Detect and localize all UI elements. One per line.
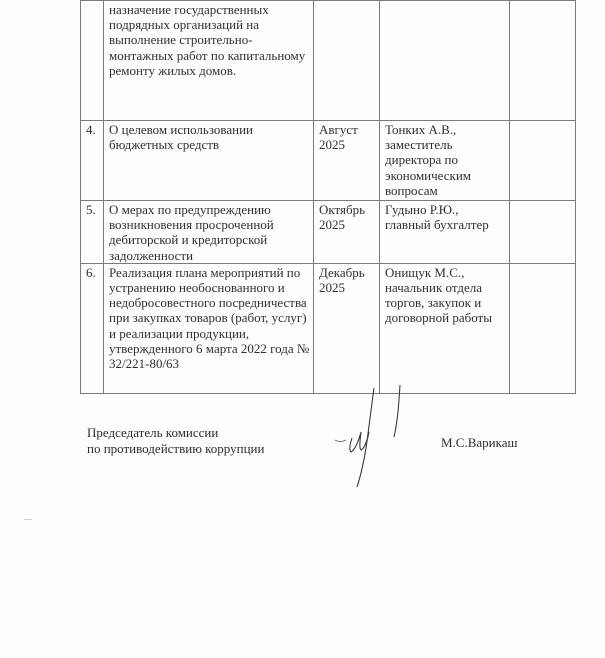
- row-term: Декабрь 2025: [314, 263, 380, 393]
- table-row: [81, 121, 576, 201]
- table-row: [81, 263, 576, 393]
- table-row: [81, 1, 576, 121]
- row-title: назначение государственных подрядных организаций на выполнение строительно-монтажных работ по капитальному ремонту жилых домов.: [104, 1, 314, 121]
- row-title: Реализация плана мероприятий по устранению необоснованного и недобросовестного посредничества при закупках товаров (работ, услуг) и реализации продукции, утвержденного 6 марта 2022 года № 32/221-80/63: [104, 263, 314, 393]
- row-responsible: [380, 1, 510, 121]
- row-extra: [510, 121, 576, 201]
- table-row: [81, 201, 576, 264]
- row-term: Октябрь 2025: [314, 201, 380, 264]
- row-term: [314, 1, 380, 121]
- row-number: 5.: [81, 201, 104, 264]
- row-title: О мерах по предупреждению возникновения просроченной дебиторской и кредиторской задолженности: [104, 201, 314, 264]
- signatory-position-line: по противодействию коррупции: [87, 441, 265, 456]
- row-number: 6.: [81, 263, 104, 393]
- row-term: Август 2025: [314, 121, 380, 201]
- row-extra: [510, 201, 576, 264]
- row-number: [81, 1, 104, 121]
- signatory-position-line: Председатель комиссии: [87, 425, 219, 440]
- scan-speck: [24, 519, 32, 520]
- row-responsible: Гудыно Р.Ю., главный бухгалтер: [380, 201, 510, 264]
- signatory-position: [87, 425, 264, 457]
- row-extra: [510, 263, 576, 393]
- row-responsible: Тонких А.В., заместитель директора по экономическим вопросам: [380, 121, 510, 201]
- row-title: О целевом использовании бюджетных средств: [104, 121, 314, 201]
- signatory-name: М.С.Варикаш: [441, 435, 518, 450]
- handwritten-signature: [330, 380, 410, 490]
- row-number: 4.: [81, 121, 104, 201]
- row-responsible: Онищук М.С., начальник отдела торгов, закупок и договорной работы: [380, 263, 510, 393]
- plan-table: [80, 0, 576, 394]
- row-extra: [510, 1, 576, 121]
